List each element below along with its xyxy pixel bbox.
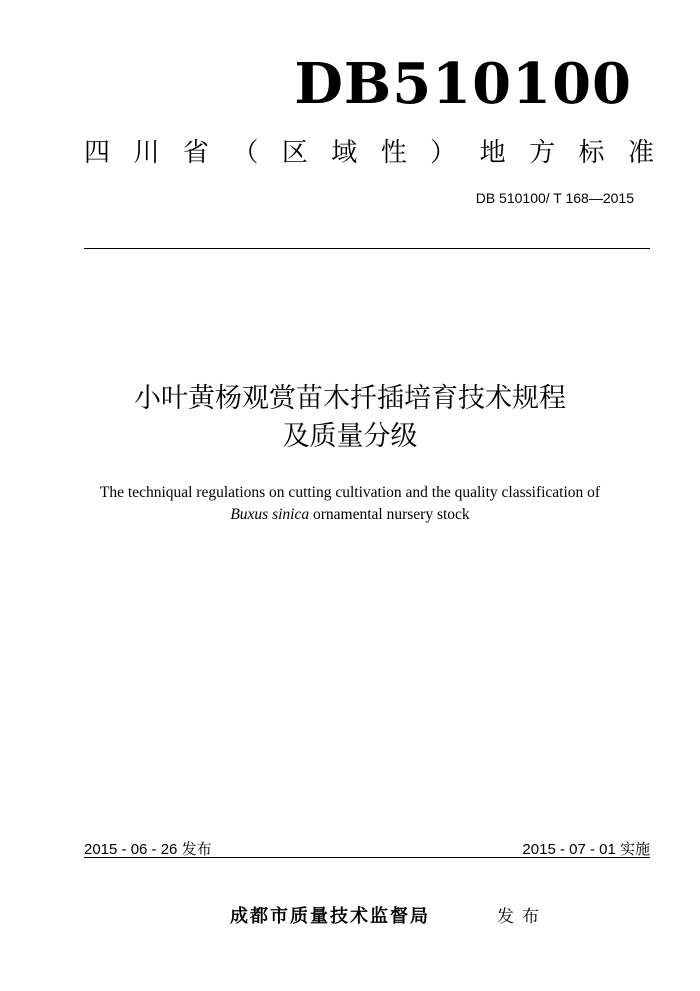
standard-type-char: 区	[281, 138, 308, 168]
title-chinese-line1: 小叶黄杨观赏苗木扦插培育技术规程	[134, 383, 566, 414]
standard-type-char: 标	[578, 138, 605, 168]
standard-type-char: 川	[133, 138, 160, 168]
footer-divider	[84, 857, 650, 858]
title-english-line2	[0, 504, 700, 526]
standard-code: DB510100	[294, 51, 632, 117]
issuing-authority: 成都市质量技术监督局	[230, 906, 430, 927]
standard-type-char: 域	[331, 138, 358, 168]
title-english	[0, 482, 700, 526]
title-chinese	[0, 380, 700, 456]
issuing-action: 发布	[497, 907, 547, 927]
standard-type-char: 性	[380, 138, 407, 168]
species-name: Buxus sinica	[230, 506, 310, 523]
title-chinese-line2: 及质量分级	[282, 421, 418, 452]
standard-number: DB 510100/ T 168—2015	[475, 190, 634, 206]
standard-type-char: （	[232, 138, 259, 168]
title-english-line2-rest: ornamental nursery stock	[309, 506, 470, 523]
issue-date: 2015 - 06 - 26 发布	[84, 841, 212, 858]
implementation-date: 2015 - 07 - 01 实施	[522, 841, 650, 858]
standard-type-char: 准	[627, 138, 654, 168]
standard-type-char: 省	[182, 138, 209, 168]
standard-type-char: ）	[430, 138, 457, 168]
standard-type-char: 方	[529, 138, 556, 168]
standard-type-char: 地	[479, 138, 506, 168]
standard-type-char: 四	[84, 138, 111, 168]
header-divider	[84, 248, 650, 249]
title-english-line1: The techniqual regulations on cutting cultivation and the quality classification of	[99, 484, 601, 501]
standard-type	[84, 138, 654, 168]
